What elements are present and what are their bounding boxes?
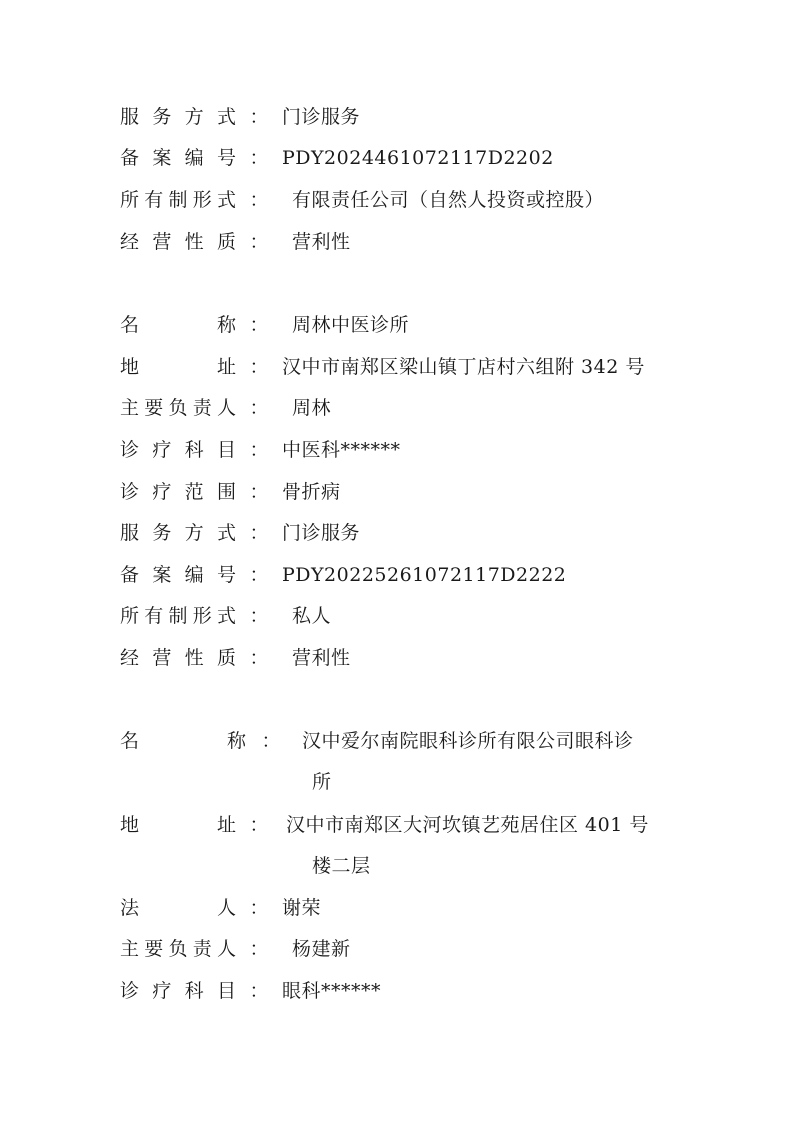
colon: ：: [249, 481, 269, 503]
field-value-continued: 所: [312, 771, 332, 793]
colon: ：: [249, 106, 269, 128]
colon: ：: [249, 314, 269, 336]
field-label: 备 案 编 号: [120, 564, 236, 586]
colon: ：: [249, 814, 269, 836]
field-value: 眼科******: [282, 980, 382, 1002]
field-label: 名 称: [120, 314, 236, 336]
colon: ：: [249, 897, 269, 919]
field-label: 诊 疗 科 目: [120, 980, 236, 1002]
field-value: 私人: [292, 605, 332, 627]
field-label: 主 要 负 责 人: [120, 938, 236, 960]
field-label: 所 有 制 形 式: [120, 605, 236, 627]
field-label: 诊 疗 范 围: [120, 481, 236, 503]
colon: ：: [249, 938, 269, 960]
colon: ：: [249, 231, 269, 253]
field-value: 门诊服务: [282, 522, 361, 544]
field-value: 汉中爱尔南院眼科诊所有限公司眼科诊: [302, 730, 634, 752]
field-label: 地 址: [120, 814, 236, 836]
colon: ：: [249, 397, 269, 419]
field-value-continued: 楼二层: [312, 855, 371, 877]
field-label: 服 务 方 式: [120, 106, 236, 128]
field-label: 所 有 制 形 式: [120, 189, 236, 211]
field-value: 营利性: [292, 231, 351, 253]
colon: ：: [249, 189, 269, 211]
field-value: 骨折病: [282, 481, 341, 503]
field-label: 经 营 性 质: [120, 231, 236, 253]
field-label: 主 要 负 责 人: [120, 397, 236, 419]
field-label: 法 人: [120, 897, 236, 919]
field-value: 汉中市南郑区梁山镇丁店村六组附 342 号: [282, 356, 645, 378]
field-value: 有限责任公司（自然人投资或控股）: [292, 189, 605, 211]
colon: ：: [249, 564, 269, 586]
colon: ：: [249, 147, 269, 169]
colon: ：: [261, 730, 281, 752]
field-label: 名 称: [120, 730, 246, 752]
colon: ：: [249, 605, 269, 627]
field-label: 服 务 方 式: [120, 522, 236, 544]
field-label: 地 址: [120, 356, 236, 378]
field-value: 周林中医诊所: [292, 314, 410, 336]
colon: ：: [249, 522, 269, 544]
field-label: 备 案 编 号: [120, 147, 236, 169]
field-value: 中医科******: [282, 439, 401, 461]
field-value: PDY2024461072117D2202: [282, 147, 554, 169]
colon: ：: [249, 647, 269, 669]
field-value: 汉中市南郑区大河坎镇艺苑居住区 401 号: [286, 814, 649, 836]
field-value: 杨建新: [292, 938, 351, 960]
field-value: PDY20225261072117D2222: [282, 564, 567, 586]
field-label: 经 营 性 质: [120, 647, 236, 669]
colon: ：: [249, 439, 269, 461]
field-value: 周林: [292, 397, 332, 419]
field-value: 门诊服务: [282, 106, 361, 128]
colon: ：: [249, 980, 269, 1002]
field-label: 诊 疗 科 目: [120, 439, 236, 461]
field-value: 谢荣: [282, 897, 322, 919]
colon: ：: [249, 356, 269, 378]
field-value: 营利性: [292, 647, 351, 669]
